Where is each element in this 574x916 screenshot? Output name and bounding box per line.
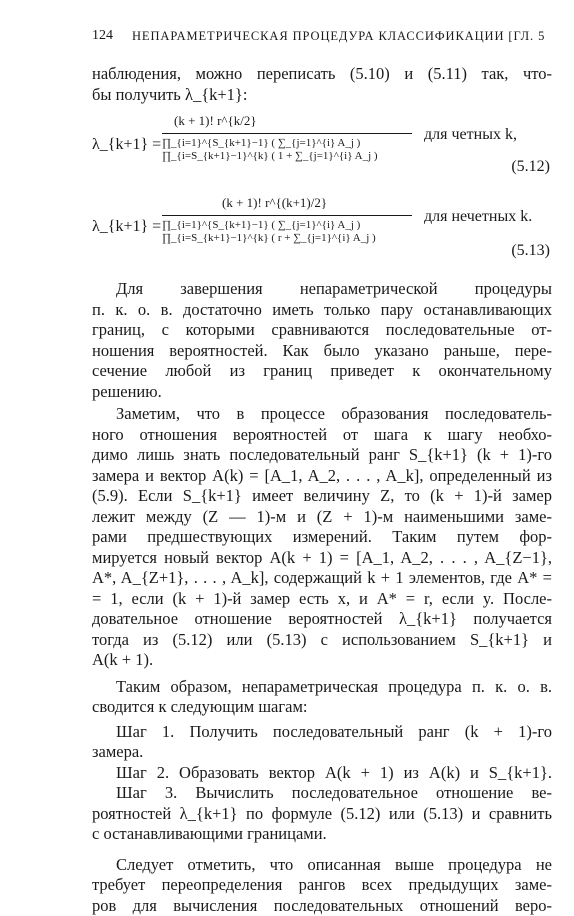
paragraph-4 <box>92 855 552 916</box>
eq512-numerator: (k + 1)! r^{k/2} <box>174 111 257 132</box>
equation-5-12 <box>92 109 552 183</box>
equation-5-13 <box>92 191 552 269</box>
para3-line: Таким образом, непараметрическая процедура п. к. о. в. <box>92 677 552 698</box>
para1-line: п. к. о. в. достаточно иметь только пару останавливающих <box>92 300 552 321</box>
step-line: с останавливающими границами. <box>92 824 552 845</box>
page-number: 124 <box>92 28 113 44</box>
step-line: замера. <box>92 742 552 763</box>
para2-line: мируется новый вектор A(k + 1) = [A_1, A_2, . . . , A_{Z−1}, <box>92 548 552 569</box>
eq512-condition: для четных k, <box>424 125 517 146</box>
para2-line: димо лишь знать последовательный ранг S_{k+1} (k + 1)-го <box>92 445 552 466</box>
para1-line: границ, с которыми сравниваются последовательные от- <box>92 320 552 341</box>
para3-line: сводится к следующим шагам: <box>92 697 552 718</box>
para4-line: требует переопределения рангов всех предыдущих заме- <box>92 875 552 896</box>
para4-line: ров для вычисления последовательных отношений веро- <box>92 896 552 916</box>
step-line: Шаг 3. Вычислить последовательное отношение ве- <box>92 783 552 804</box>
paragraph-2 <box>92 404 552 671</box>
intro-line-2: бы получить λ_{k+1}: <box>92 85 552 106</box>
eq512-lhs: λ_{k+1} = <box>92 135 161 156</box>
step-line: Шаг 1. Получить последовательный ранг (k + 1)-го <box>92 722 552 743</box>
para2-line: довательное отношение вероятностей λ_{k+1} получается <box>92 609 552 630</box>
para2-line: замера и вектор A(k) = [A_1, A_2, . . . , A_k], определенный из <box>92 466 552 487</box>
page-header <box>92 28 552 48</box>
para2-line: рами предшествующих измерений. Таким путем фор- <box>92 527 552 548</box>
steps-list <box>92 722 552 845</box>
para2-line: = 1, если (k + 1)-й замер есть x, и A* = r, если y. После- <box>92 589 552 610</box>
eq513-number: (5.13) <box>511 241 550 262</box>
intro-line-1: наблюдения, можно переписать (5.10) и (5.11) так, что- <box>92 64 552 85</box>
running-title: НЕПАРАМЕТРИЧЕСКАЯ ПРОЦЕДУРА КЛАССИФИКАЦИИ [ГЛ. 5 <box>132 29 545 44</box>
step-line: роятностей λ_{k+1} по формуле (5.12) или (5.13) и сравнить <box>92 804 552 825</box>
eq512-denominator: ∏_{i=1}^{S_{k+1}−1} ( ∑_{j=1}^{i} A_j ) ∏_{i=S_{k+1}−1}^{k} ( 1 + ∑_{j=1}^{i} A_j ) <box>162 137 414 163</box>
step-line: Шаг 2. Образовать вектор A(k + 1) из A(k) и S_{k+1}. <box>92 763 552 784</box>
para2-line: Заметим, что в процессе образования последователь- <box>92 404 552 425</box>
para1-line: решению. <box>92 382 552 403</box>
para1-line: ношения вероятностей. Как было указано раньше, пере- <box>92 341 552 362</box>
para2-line: (5.9). Если S_{k+1} имеет величину Z, то (k + 1)-й замер <box>92 486 552 507</box>
para1-line: сечение любой из границ приведет к окончательному <box>92 361 552 382</box>
para1-line: Для завершения непараметрической процедуры <box>92 279 552 300</box>
para2-line: A*, A_{Z+1}, . . . , A_k], содержащий k + 1 элементов, где A* = <box>92 568 552 589</box>
eq513-condition: для нечетных k. <box>424 207 532 228</box>
para2-line: лежит между (Z — 1)-м и (Z + 1)-м наименьшими заме- <box>92 507 552 528</box>
paragraph-1 <box>92 279 552 402</box>
eq513-numerator: (k + 1)! r^{(k+1)/2} <box>222 193 327 214</box>
eq513-lhs: λ_{k+1} = <box>92 217 161 238</box>
para2-line: A(k + 1). <box>92 650 552 671</box>
eq513-fraction-bar <box>162 215 412 216</box>
para2-line: ного отношения вероятностей от шага к шагу необхо- <box>92 425 552 446</box>
para2-line: тогда из (5.12) или (5.13) с использованием S_{k+1} и <box>92 630 552 651</box>
para4-line: Следует отметить, что описанная выше процедура не <box>92 855 552 876</box>
eq512-fraction-bar <box>162 133 412 134</box>
eq513-denominator: ∏_{i=1}^{S_{k+1}−1} ( ∑_{j=1}^{i} A_j ) ∏_{i=S_{k+1}−1}^{k} ( r + ∑_{j=1}^{i} A_j ) <box>162 219 414 245</box>
page-body <box>92 64 552 916</box>
eq512-number: (5.12) <box>511 157 550 178</box>
paragraph-3 <box>92 677 552 718</box>
